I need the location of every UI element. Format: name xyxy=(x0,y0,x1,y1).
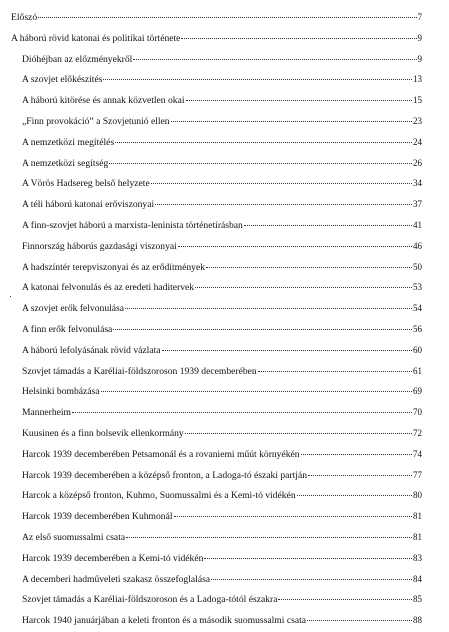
toc-entry-page-number: 23 xyxy=(413,115,422,126)
toc-entry-title: A decemberi hadműveleti szakasz összefoglalása xyxy=(22,573,211,585)
toc-entry-title: Harcok a középső fronton, Kuhmo, Suomussalmi és a Kemi-tó vidékén xyxy=(22,490,296,502)
toc-entry xyxy=(11,548,422,569)
toc-entry xyxy=(11,381,422,402)
dot-leader xyxy=(258,371,412,372)
dot-leader xyxy=(125,308,412,309)
toc-entry-page-number: 85 xyxy=(413,594,422,605)
toc-entry-title: Kuusinen és a finn bolsevik ellenkormány xyxy=(22,427,184,439)
toc-entry-title: Dióhéjban az előzményekről xyxy=(22,53,133,65)
toc-entry xyxy=(11,465,422,486)
toc-entry-page-number: 46 xyxy=(413,240,422,251)
toc-entry-title: A nemzetközi segítség xyxy=(22,157,109,169)
toc-entry-title: Szovjet támadás a Karéliai-földszoroson és a Ladoga-tótól északra xyxy=(22,594,278,606)
toc-entry-title: Az első suomussalmi csata xyxy=(22,531,126,543)
toc-entry-title: A háború rövid katonai és politikai története xyxy=(11,32,181,44)
dot-leader xyxy=(297,495,412,496)
dot-leader xyxy=(301,454,412,455)
dot-leader xyxy=(151,183,412,184)
toc-entry-title: Harcok 1939 decemberében Petsamonál és a rovaniemi műút környékén xyxy=(22,448,300,460)
dot-leader xyxy=(204,558,412,559)
toc-entry-page-number: 13 xyxy=(413,74,422,85)
toc-entry xyxy=(11,319,422,340)
toc-entry-title: A szovjet előkészítés xyxy=(22,74,103,86)
toc-entry xyxy=(11,277,422,298)
toc-entry xyxy=(11,111,422,132)
toc-entry-title: A nemzetközi megítélés xyxy=(22,136,115,148)
toc-entry-page-number: 24 xyxy=(413,136,422,147)
dot-leader xyxy=(103,79,412,80)
toc-entry-page-number: 26 xyxy=(413,157,422,168)
toc-entry-title: A háború lefolyásának rövid vázlata xyxy=(22,344,161,356)
dot-leader xyxy=(244,225,412,226)
dot-leader xyxy=(307,620,412,621)
toc-entry-page-number: 56 xyxy=(413,323,422,334)
toc-entry xyxy=(11,194,422,215)
toc-entry-title: Finnország háborús gazdasági viszonyai xyxy=(22,240,177,252)
toc-entry-title: Harcok 1939 decemberében a Kemi-tó vidékén xyxy=(22,552,204,564)
toc-entry-title: Szovjet támadás a Karéliai-földszoroson 1939 decemberében xyxy=(22,365,257,377)
toc-entry-page-number: 54 xyxy=(413,303,422,314)
toc-entry xyxy=(11,132,422,153)
toc-entry xyxy=(11,589,422,610)
toc-entry xyxy=(11,298,422,319)
toc-entry-page-number: 81 xyxy=(413,531,422,542)
toc-entry xyxy=(11,215,422,236)
dot-leader xyxy=(278,599,412,600)
toc-entry-page-number: 60 xyxy=(413,344,422,355)
dot-leader xyxy=(72,412,412,413)
toc-entry-page-number: 72 xyxy=(413,427,422,438)
dot-leader xyxy=(171,121,412,122)
toc-entry-page-number: 7 xyxy=(417,12,422,22)
toc-entry xyxy=(11,90,422,111)
toc-entry-title: A háború kitörése és annak közvetlen okai xyxy=(22,95,185,107)
dot-leader xyxy=(185,433,412,434)
toc-entry-page-number: 77 xyxy=(413,469,422,480)
toc-entry xyxy=(11,423,422,444)
toc-entry xyxy=(11,173,422,194)
toc-entry-title: „Finn provokáció” a Szovjetunió ellen xyxy=(22,115,170,127)
toc-entry-page-number: 80 xyxy=(413,490,422,501)
dot-leader xyxy=(109,163,412,164)
toc-entry xyxy=(11,49,422,70)
dot-leader xyxy=(186,100,412,101)
toc-entry-page-number: 15 xyxy=(413,95,422,106)
toc-entry-title: A szovjet erők felvonulása xyxy=(22,303,125,315)
toc-entry-title: A Vörös Hadsereg belső helyzete xyxy=(22,178,150,190)
dot-leader xyxy=(181,38,416,39)
toc-entry xyxy=(11,340,422,361)
toc-entry xyxy=(11,28,422,49)
toc-entry xyxy=(11,610,422,631)
toc-entry-page-number: 37 xyxy=(413,199,422,210)
toc-entry-page-number: 50 xyxy=(413,261,422,272)
toc-entry-title: Harcok 1939 decemberében a középső fronton, a Ladoga-tó északi partján xyxy=(22,469,308,481)
toc-entry xyxy=(11,402,422,423)
toc-entry-page-number: 9 xyxy=(417,32,422,43)
toc-entry xyxy=(11,7,422,28)
toc-entry-title: A finn-szovjet háború a marxista-leninista történetírásban xyxy=(22,219,243,231)
toc-entry-page-number: 53 xyxy=(413,282,422,293)
dot-leader xyxy=(133,59,416,60)
dot-leader xyxy=(211,579,412,580)
toc-entry-title: Helsinki bombázása xyxy=(22,386,100,398)
toc-entry-page-number: 34 xyxy=(413,178,422,189)
toc-entry xyxy=(11,506,422,527)
toc-entry-title: A hadszíntér terepviszonyai és az erődítmények xyxy=(22,261,206,273)
toc-entry-page-number: 69 xyxy=(413,386,422,397)
toc-entry-title: A téli háború katonai erőviszonyai xyxy=(22,199,155,211)
toc-entry-page-number: 61 xyxy=(413,365,422,376)
toc-entry-page-number: 41 xyxy=(413,219,422,230)
toc-entry-page-number: 84 xyxy=(413,573,422,584)
toc-entry xyxy=(11,236,422,257)
toc-entry-page-number: 88 xyxy=(413,615,422,626)
toc-entry xyxy=(11,153,422,174)
toc-entry xyxy=(11,257,422,278)
toc-entry-page-number: 74 xyxy=(413,448,422,459)
dot-leader xyxy=(38,17,416,18)
toc-entry-page-number: 83 xyxy=(413,552,422,563)
dot-leader xyxy=(195,287,412,288)
dot-leader xyxy=(115,142,412,143)
toc-entry-title: A katonai felvonulás és az eredeti haditervek xyxy=(22,282,195,294)
toc-entry-page-number: 81 xyxy=(413,511,422,522)
toc-entry-title: A finn erők felvonulása xyxy=(22,323,113,335)
toc-entry xyxy=(11,485,422,506)
toc-entry xyxy=(11,444,422,465)
dot-leader xyxy=(206,267,412,268)
dot-leader xyxy=(101,391,412,392)
dot-leader xyxy=(126,537,412,538)
dot-leader xyxy=(308,475,412,476)
toc-entry-title: Harcok 1939 decemberében Kuhmonál xyxy=(22,511,173,523)
dot-leader xyxy=(178,246,412,247)
dot-leader xyxy=(113,329,412,330)
dot-leader xyxy=(155,204,412,205)
toc-entry-title: Harcok 1940 januárjában a keleti fronton és a második suomussalmi csata xyxy=(22,615,306,627)
toc-entry xyxy=(11,569,422,590)
toc-entry xyxy=(11,527,422,548)
dot-leader xyxy=(174,516,412,517)
toc-entry-page-number: 70 xyxy=(413,407,422,418)
scan-speck xyxy=(10,296,11,297)
dot-leader xyxy=(162,350,412,351)
toc-entry-page-number: 9 xyxy=(417,53,422,64)
table-of-contents xyxy=(11,7,422,631)
toc-entry xyxy=(11,361,422,382)
toc-entry xyxy=(11,69,422,90)
toc-entry-title: Előszó xyxy=(11,12,38,23)
toc-entry-title: Mannerheim xyxy=(22,407,72,419)
